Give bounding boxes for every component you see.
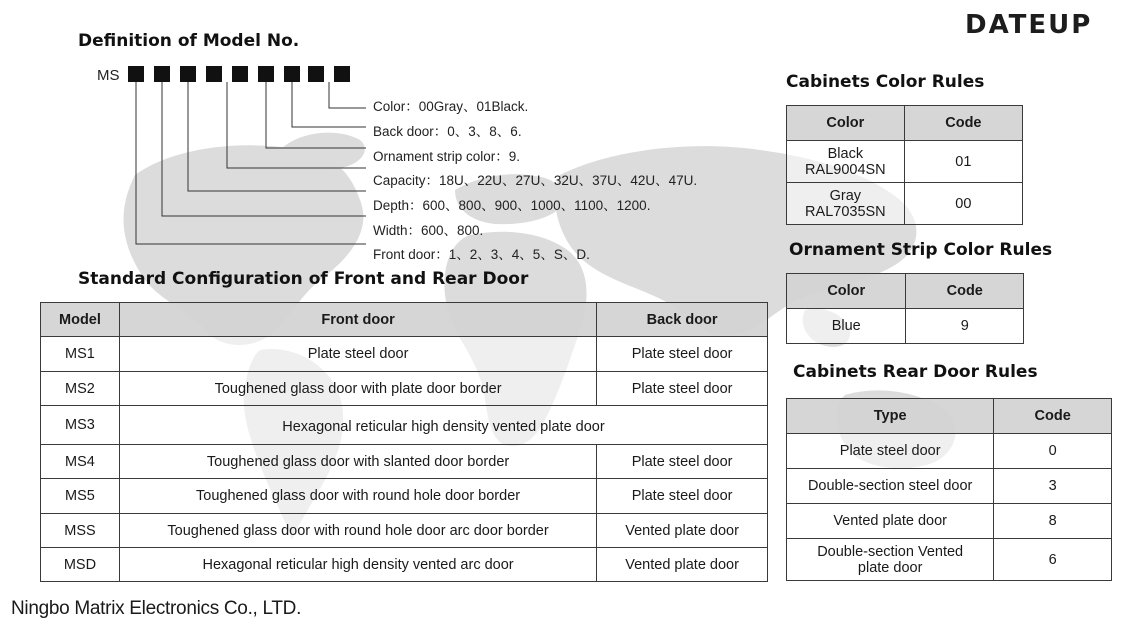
code-cell: 8 [994,504,1112,539]
header-color: Color [787,106,905,141]
front-back-door-cell: Hexagonal reticular high density vented plate door [119,406,767,445]
door-config-table [40,302,768,582]
color-cell [787,183,905,225]
code-cell: 00 [904,183,1022,225]
code-box-capacity-2 [232,66,248,82]
model-cell: MS4 [41,445,120,479]
code-box-back-door [284,66,300,82]
legend-front-door: Front door：1、2、3、4、5、S、D. [373,247,590,262]
door-config-heading: Standard Configuration of Front and Rear Door [78,269,529,289]
code-box-ornament [258,66,274,82]
legend-ornament: Ornament strip color：9. [373,149,521,164]
company-footer: Ningbo Matrix Electronics Co., LTD. [11,598,302,619]
legend-color: Color：00Gray、01Black. [373,99,529,114]
code-box-width [154,66,170,82]
table-row [41,372,768,406]
type-line-2: plate door [857,559,923,576]
back-door-cell: Plate steel door [597,372,768,406]
legend-capacity: Capacity：18U、22U、27U、32U、37U、42U、47U. [373,173,698,188]
color-name: Black [827,145,864,162]
model-cell: MSS [41,514,120,548]
color-cell: Blue [787,309,906,344]
front-door-cell: Toughened glass door with plate door border [119,372,596,406]
table-row [41,337,768,372]
back-door-cell: Vented plate door [597,548,768,582]
model-cell: MS5 [41,479,120,514]
table-header-row [787,399,1112,434]
header-code: Code [904,106,1022,141]
front-door-cell: Toughened glass door with slanted door border [119,445,596,479]
table-row [787,309,1024,344]
type-cell: Double-section steel door [787,469,994,504]
front-door-cell: Toughened glass door with round hole door arc door border [119,514,596,548]
ornament-color-table [786,273,1024,344]
table-row [41,548,768,582]
model-prefix: MS [97,67,120,84]
table-row [787,469,1112,504]
color-ral: RAL7035SN [805,203,886,220]
cabinet-color-heading: Cabinets Color Rules [786,72,985,92]
header-type: Type [787,399,994,434]
type-cell: Plate steel door [787,434,994,469]
rear-door-table [786,398,1112,581]
code-cell: 9 [906,309,1024,344]
model-definition-heading: Definition of Model No. [78,31,300,51]
header-code: Code [906,274,1024,309]
leader-lines [136,82,366,244]
legend-depth: Depth：600、800、900、1000、1100、1200. [373,198,651,213]
leader-capacity [227,82,366,168]
leader-color [329,82,366,108]
table-row [787,504,1112,539]
color-ral: RAL9004SN [805,161,886,178]
front-door-cell: Hexagonal reticular high density vented arc door [119,548,596,582]
table-row [787,183,1023,225]
table-row [787,141,1023,183]
cabinet-color-table [786,105,1023,225]
header-code: Code [994,399,1112,434]
model-cell: MS2 [41,372,120,406]
front-door-cell: Plate steel door [119,337,596,372]
type-line-1: Double-section Vented [817,543,964,560]
header-front-door: Front door [119,303,596,337]
type-cell [787,539,994,581]
header-back-door: Back door [597,303,768,337]
table-header-row [41,303,768,337]
code-cell: 01 [904,141,1022,183]
header-model: Model [41,303,120,337]
code-cell: 3 [994,469,1112,504]
type-cell: Vented plate door [787,504,994,539]
code-boxes [128,66,350,82]
code-box-front-door [128,66,144,82]
code-box-color-2 [334,66,350,82]
ornament-color-heading: Ornament Strip Color Rules [789,240,1053,260]
table-row [787,539,1112,581]
table-row [787,434,1112,469]
rear-door-heading: Cabinets Rear Door Rules [793,362,1038,382]
table-row [41,445,768,479]
model-cell: MSD [41,548,120,582]
code-cell: 0 [994,434,1112,469]
back-door-cell: Vented plate door [597,514,768,548]
front-door-cell: Toughened glass door with round hole door border [119,479,596,514]
dateup-logo: DATEUP [965,10,1093,40]
back-door-cell: Plate steel door [597,337,768,372]
model-cell: MS3 [41,406,120,445]
code-box-capacity-1 [206,66,222,82]
table-header-row [787,106,1023,141]
back-door-cell: Plate steel door [597,445,768,479]
code-cell: 6 [994,539,1112,581]
header-color: Color [787,274,906,309]
leader-ornament [266,82,366,148]
legend-back-door: Back door：0、3、8、6. [373,124,522,139]
leader-width [162,82,366,216]
color-name: Gray [829,187,862,204]
leader-depth [188,82,366,191]
table-row [41,514,768,548]
leader-front-door [136,82,366,244]
code-box-color-1 [308,66,324,82]
table-header-row [787,274,1024,309]
table-row [41,406,768,445]
legend-width: Width：600、800. [373,223,484,238]
back-door-cell: Plate steel door [597,479,768,514]
color-cell [787,141,905,183]
model-cell: MS1 [41,337,120,372]
code-box-depth [180,66,196,82]
table-row [41,479,768,514]
